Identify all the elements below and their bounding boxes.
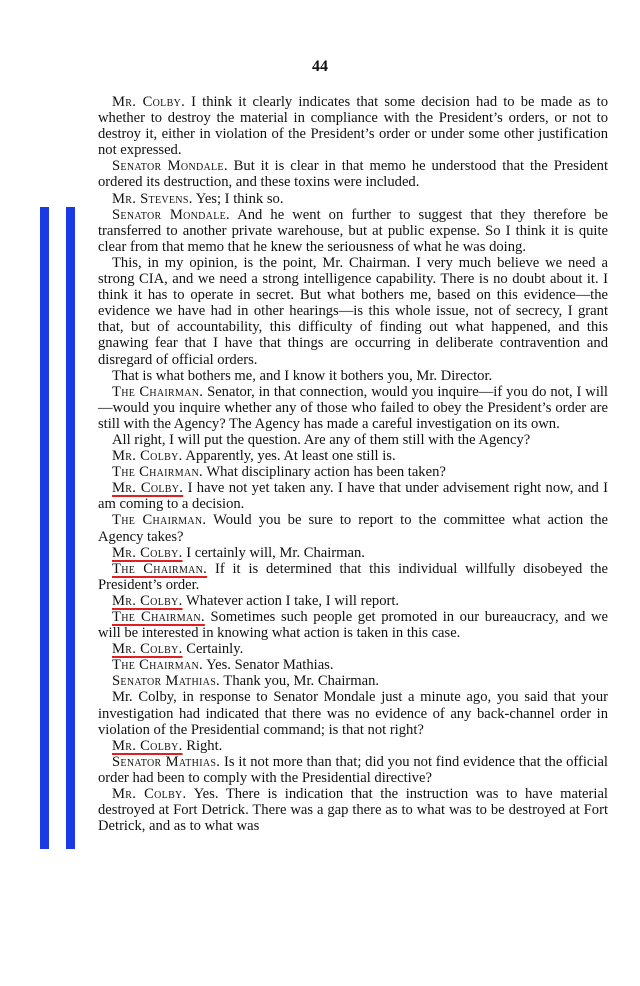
paragraph-text: Whatever action I take, I will report.	[182, 592, 400, 609]
transcript-body	[98, 94, 608, 834]
speaker-name: Mr. Colby.	[112, 641, 183, 658]
transcript-paragraph	[98, 158, 608, 190]
speaker-name: The Chairman.	[112, 560, 208, 577]
speaker-name: Mr. Colby.	[112, 544, 183, 561]
transcript-paragraph	[98, 368, 608, 384]
paragraph-text: I have not yet taken any. I have that under advisement right now, and I am coming to a decision.	[98, 480, 608, 513]
transcript-paragraph	[98, 448, 608, 464]
speaker-name: Mr. Colby.	[112, 448, 183, 465]
paragraph-text: Yes. Senator Mathias.	[202, 657, 334, 674]
paragraph-text: Apparently, yes. At least one still is.	[182, 448, 396, 465]
speaker-name: The Chairman.	[112, 464, 203, 481]
paragraph-text: Thank you, Mr. Chairman.	[220, 673, 380, 690]
transcript-paragraph	[98, 561, 608, 593]
speaker-name: Mr. Colby.	[112, 592, 183, 609]
transcript-paragraph	[98, 512, 608, 544]
speaker-name: The Chairman.	[112, 609, 205, 625]
margin-marker-line-right	[66, 207, 75, 849]
speaker-name: Senator Mondale.	[112, 206, 230, 223]
speaker-name: The Chairman.	[112, 512, 207, 529]
paragraph-text: Mr. Colby, in response to Senator Mondale just a minute ago, you said that your investigation had indicated that there was no evidence of any back-channel order in violation of the Presidential command; is that not right?	[98, 689, 608, 738]
paragraph-text: And he went on further to suggest that they therefore be transferred to another private warehouse, but at public expense. So I think it is quite clear from that memo that he knew the seriousness of what he was doing.	[98, 206, 608, 255]
paragraph-text: That is what bothers me, and I know it bothers you, Mr. Director.	[112, 367, 493, 384]
transcript-paragraph	[98, 754, 608, 786]
transcript-paragraph	[98, 786, 608, 834]
transcript-paragraph	[98, 641, 608, 657]
page-number: 44	[312, 58, 328, 75]
transcript-paragraph	[98, 207, 608, 255]
paragraph-text: I certainly will, Mr. Chairman.	[182, 544, 365, 561]
paragraph-text: Right.	[182, 737, 223, 754]
transcript-paragraph	[98, 384, 608, 432]
transcript-paragraph	[98, 657, 608, 673]
transcript-paragraph	[98, 689, 608, 737]
speaker-name: Mr. Colby.	[112, 480, 184, 497]
transcript-paragraph	[98, 255, 608, 368]
speaker-name: The Chairman.	[112, 383, 204, 400]
paragraph-text: What disciplinary action has been taken?	[202, 464, 446, 481]
paragraph-text: Certainly.	[182, 641, 244, 658]
paragraph-text: Sometimes such people get promoted in our bureaucracy, and we will be interested in knowing what action is taken in this case.	[98, 609, 608, 642]
transcript-paragraph	[98, 609, 608, 641]
margin-marker-line-left	[40, 207, 49, 849]
paragraph-text: Senator, in that connection, would you inquire—if you do not, I will—would you inquire whether any of those who failed to obey the President’s order are still with the Agency? The Agency has made a careful investigation on its own.	[98, 383, 608, 432]
transcript-paragraph	[98, 191, 608, 207]
paragraph-text: Yes. There is indication that the instruction was to have material destroyed at Fort Detrick. There was a gap there as to what was to be destroyed at Fort Detrick, and as to what was	[98, 786, 608, 835]
transcript-paragraph	[98, 480, 608, 512]
speaker-name: Mr. Colby.	[112, 786, 187, 803]
paragraph-text: Yes; I think so.	[192, 190, 284, 207]
paragraph-text: This, in my opinion, is the point, Mr. Chairman. I very much believe we need a strong CIA, and we need a strong intelligence capability. There is no doubt about it. I think it has to operate in secret. But what bothers me, based on this evidence—the evidence we have had in other hearings—is this whole issue, not of secrecy, I grant that, but of accountability, this difficulty of finding out what happened, and this gnawing fear that I have that things are occurring in deliberate contravention and disregard of official orders.	[98, 254, 608, 368]
speaker-name: Mr. Stevens.	[112, 190, 193, 207]
paragraph-text: If it is determined that this individual willfully disobeyed the President’s order.	[98, 560, 608, 593]
speaker-name: Mr. Colby.	[112, 737, 183, 754]
paragraph-text: I think it clearly indicates that some decision had to be made as to whether to destroy the material in compliance with the President’s orders, or not to destroy it, either in violation of the President’s order or under some other justification not expressed.	[98, 94, 608, 159]
speaker-name: The Chairman.	[112, 657, 203, 674]
speaker-name: Mr. Colby.	[112, 94, 186, 110]
paragraph-text: Is it not more than that; did you not find evidence that the official order had been to comply with the Presidential directive?	[98, 753, 608, 786]
transcript-paragraph	[98, 673, 608, 689]
paragraph-text: Would you be sure to report to the committee what action the Agency takes?	[98, 512, 608, 545]
transcript-paragraph	[98, 464, 608, 480]
transcript-paragraph	[98, 432, 608, 448]
speaker-name: Senator Mondale.	[112, 158, 228, 175]
paragraph-text: But it is clear in that memo he understood that the President ordered its destruction, and these toxins were included.	[98, 158, 609, 191]
transcript-paragraph	[98, 593, 608, 609]
paragraph-text: All right, I will put the question. Are any of them still with the Agency?	[112, 431, 531, 448]
speaker-name: Senator Mathias.	[112, 673, 221, 690]
transcript-paragraph	[98, 738, 608, 754]
speaker-name: Senator Mathias.	[112, 753, 221, 770]
transcript-paragraph	[98, 545, 608, 561]
transcript-paragraph	[98, 94, 608, 158]
